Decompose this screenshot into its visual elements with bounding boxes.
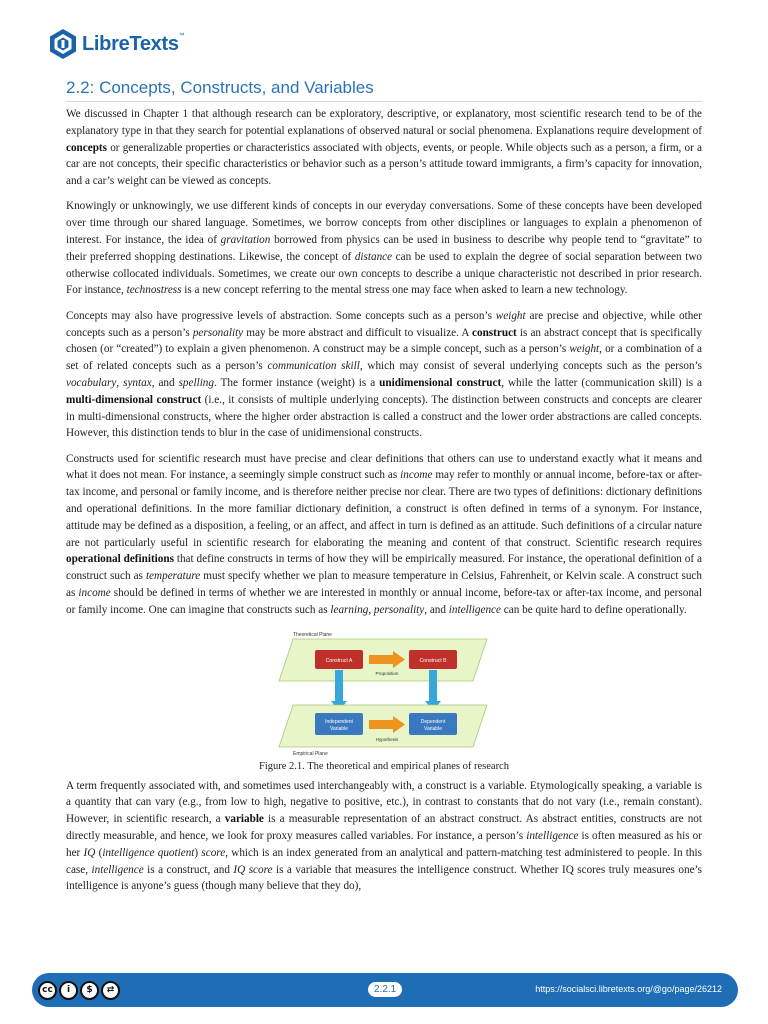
text-run: Concepts may also have progressive levels of abstraction. Some concepts such as a person’s bbox=[66, 309, 496, 322]
bold-term: construct bbox=[472, 326, 517, 339]
italic-term: IQ score bbox=[233, 863, 273, 876]
text-run: , which is an index generated from an analytical and pattern-matching test administered to people. In this case, bbox=[66, 846, 702, 876]
proposition-label: Proposition bbox=[375, 670, 399, 676]
text-run: must specify whether we plan to measure temperature in Celsius, Fahrenheit, or Kelvin scale. A construct such as bbox=[66, 570, 702, 600]
text-run: , or a combination of a set of related concepts such as a person’s bbox=[66, 343, 702, 373]
paragraph bbox=[66, 106, 702, 190]
text-run: can be used to explain the degree of social separation between two otherwise collocated individuals. Sometimes, we create our own concepts to describe a unique characteristic not described in prior research. For instance, bbox=[66, 250, 702, 297]
italic-term: gravitation bbox=[220, 234, 271, 247]
text-run: is often measured as his or her bbox=[66, 830, 702, 859]
italic-term: vocabulary bbox=[66, 376, 117, 389]
article-body bbox=[66, 106, 702, 904]
libretexts-logo[interactable] bbox=[46, 26, 184, 62]
bold-term: concepts bbox=[66, 141, 108, 154]
italic-term: spelling bbox=[178, 376, 214, 389]
hypothesis-label: Hypothesis bbox=[375, 736, 399, 742]
empirical-plane-label: Empirical Plane bbox=[293, 750, 328, 757]
paragraph bbox=[66, 308, 702, 442]
text-run: ) bbox=[194, 846, 202, 859]
italic-term: intelligence bbox=[526, 830, 579, 842]
dependent-variable-label-2: Variable bbox=[424, 725, 442, 732]
independent-variable-label-2: Variable bbox=[330, 725, 348, 732]
text-run: Constructs used for scientific research must have precise and clear definitions that others can use to understand exactly what it means and what it does not mean. For instance, a seemingly simple construct such as bbox=[66, 452, 702, 482]
page-number: 2.2.1 bbox=[368, 982, 402, 997]
construct-b-label: Construct B bbox=[419, 657, 447, 664]
independent-variable-label: Independent bbox=[325, 718, 353, 725]
bold-term: unidimensional construct bbox=[379, 376, 502, 389]
paragraph bbox=[66, 451, 702, 619]
theoretical-plane-label: Theoretical Plane bbox=[293, 631, 332, 638]
paragraph bbox=[66, 778, 702, 896]
text-run: , and bbox=[424, 603, 449, 616]
bold-term: multi-dimensional construct bbox=[66, 393, 202, 406]
text-run: , which may consist of several underlying concepts such as the person’s bbox=[359, 360, 702, 373]
italic-term: temperature bbox=[145, 570, 201, 583]
text-run: are precise and objective, while other concepts such as a person’s bbox=[66, 309, 702, 339]
text-run: (i.e., it consists of multiple underlying concepts). The distinction between constructs and concepts are clearer in multi-dimensional constructs, where the higher order abstraction is called a construct and the lower order abstractions are called concepts. However, this distinction tends to blur in the case of unidimensional constructs. bbox=[66, 393, 702, 440]
text-run: , and bbox=[151, 376, 179, 389]
paragraphs-before-figure bbox=[66, 106, 702, 619]
italic-term: technostress bbox=[126, 284, 182, 297]
text-run: is a new concept referring to the mental stress one may face when asked to learn a new technology. bbox=[181, 284, 628, 297]
italic-term: syntax bbox=[123, 376, 152, 389]
brand-name: LibreTexts™ bbox=[82, 32, 185, 55]
italic-term: income bbox=[78, 587, 111, 600]
text-run: is a construct, and bbox=[143, 863, 234, 876]
page-url-link[interactable]: https://socialsci.libretexts.org/@go/page/26212 bbox=[535, 984, 722, 994]
page-title: 2.2: Concepts, Constructs, and Variables bbox=[66, 78, 374, 97]
text-run: can be quite hard to define operationally. bbox=[500, 603, 687, 616]
text-run: is a measurable representation of an abstract construct. As abstract entities, constructs are not directly measurable, and hence, we look for proxy measures called variables. For instance, a person’s bbox=[66, 813, 702, 842]
text-run: may be more abstract and difficult to visualize. A bbox=[243, 326, 473, 339]
bold-term: variable bbox=[224, 813, 264, 826]
italic-term: intelligence bbox=[448, 603, 501, 616]
italic-term: weight bbox=[495, 309, 526, 322]
paragraph bbox=[66, 198, 702, 299]
figure-2-1 bbox=[66, 629, 702, 772]
construct-a-label: Construct A bbox=[325, 657, 353, 664]
text-run: that define constructs in terms of how they will be empirically measured. For instance, the operational definition of a construct such as bbox=[66, 553, 702, 583]
text-run: , bbox=[368, 603, 374, 616]
dependent-variable-label: Dependent bbox=[420, 718, 446, 725]
paragraphs-after-figure bbox=[66, 778, 702, 896]
italic-term: learning bbox=[330, 603, 369, 616]
italic-term: distance bbox=[354, 250, 393, 263]
title-divider bbox=[66, 101, 702, 102]
text-run: , while the latter (communication skill) is a bbox=[501, 376, 702, 389]
italic-term: score bbox=[201, 846, 226, 859]
italic-term: personality bbox=[373, 603, 425, 616]
sharealike-icon: ⇄ bbox=[101, 981, 120, 1000]
italic-term: intelligence bbox=[91, 863, 144, 876]
text-run: . The former instance (weight) is a bbox=[214, 376, 380, 389]
italic-term: IQ bbox=[83, 846, 96, 859]
italic-term: communication skill bbox=[267, 360, 360, 373]
planes-diagram bbox=[269, 629, 499, 759]
text-run: Knowingly or unknowingly, we use different kinds of concepts in our everyday conversations. Some of these concepts have been developed over time through our shared language. Sometimes, we borrow concepts from other disciplines or languages to explain a phenomenon of interest. For instance, the idea of bbox=[66, 200, 702, 247]
italic-term: personality bbox=[192, 326, 244, 339]
figure-caption: Figure 2.1. The theoretical and empirical planes of research bbox=[259, 760, 509, 772]
cc-license-badge[interactable] bbox=[38, 980, 120, 1000]
text-run: , bbox=[116, 376, 124, 389]
text-run: is a variable that measures the intelligence construct. Whether IQ scores truly measures one’s intelligence is anyone’s guess (though many believe that they do), bbox=[66, 863, 702, 893]
text-run: We discussed in Chapter 1 that although research can be exploratory, descriptive, or explanatory, most scientific research tend to be of the explanatory type in that they search for potential explanations of observed natural or social phenomena. Explanations require development of bbox=[66, 108, 702, 137]
libretexts-hexagon-icon bbox=[46, 27, 80, 61]
text-run: ( bbox=[95, 846, 103, 859]
bold-term: operational definitions bbox=[66, 553, 174, 566]
attribution-icon: i bbox=[59, 981, 78, 1000]
cc-icon: cc bbox=[38, 981, 57, 1000]
italic-term: weight bbox=[569, 343, 600, 356]
text-run: or generalizable properties or characteristics associated with objects, events, or people. While objects such as a person, a firm, or a car are not concepts, their specific characteristics or behavior such as a person’s attitude toward immigrants, a firm’s capacity for innovation, and a car’s weight can be viewed as concepts. bbox=[66, 141, 702, 188]
italic-term: intelligence quotient bbox=[102, 846, 195, 859]
text-run: A term frequently associated with, and sometimes used interchangeably with, a construct is a variable. Etymologically speaking, a variable is a quantity that can vary (e.g., from low to high, negative to positive, etc.), in contrast to constants that do not vary (i.e., remain constant). However, in scientific research, a bbox=[66, 779, 702, 826]
italic-term: income bbox=[400, 469, 433, 482]
text-run: is an abstract concept that is specifically chosen (or “created”) to explain a given phenomenon. A construct may be a simple concept, such as a person’s bbox=[66, 326, 702, 356]
text-run: borrowed from physics can be used in business to describe why people tend to “gravitate” to their preferred shopping destinations. Likewise, the concept of bbox=[66, 234, 702, 263]
page-footer bbox=[32, 973, 738, 1007]
noncommercial-icon: $ bbox=[80, 981, 99, 1000]
text-run: should be defined in terms of whether we are interested in monthly or annual income, before-tax or after-tax income, and personal or family income. One can imagine that constructs such as bbox=[66, 587, 702, 616]
text-run: may refer to monthly or annual income, before-tax or after-tax income, and personal or family income, and is therefore neither precise nor clear. There are two types of definitions: dictionary definitions and operational definitions. In the more familiar dictionary definition, a construct is often defined in terms of a synonym. For instance, attitude may be defined as a disposition, a feeling, or an affect, and affect in turn is defined as an attitude. Such definitions of a circular nature are not particularly useful in scientific research for elaborating the meaning and content of that construct. Scientific research requires bbox=[66, 469, 702, 549]
